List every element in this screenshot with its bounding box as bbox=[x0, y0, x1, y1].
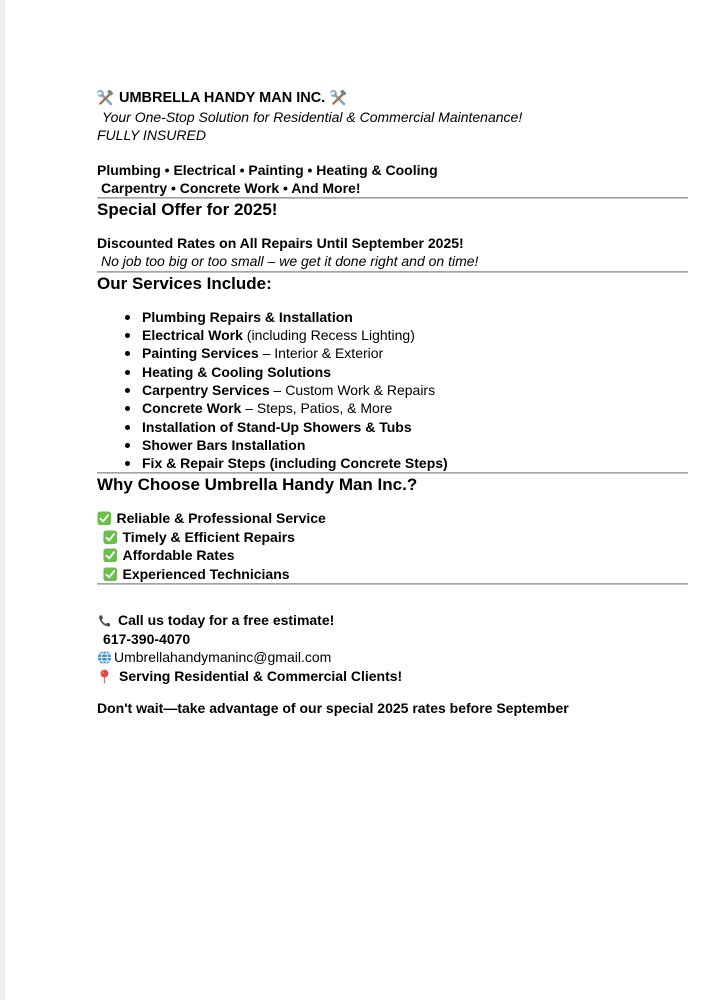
services-tagline bbox=[97, 161, 688, 198]
service-bold-text: Plumbing Repairs & Installation bbox=[142, 308, 353, 325]
service-bold-text: Heating & Cooling Solutions bbox=[142, 363, 331, 380]
hammer-wrench-icon bbox=[97, 90, 114, 107]
call-line bbox=[97, 611, 688, 630]
hammer-wrench-icon bbox=[330, 90, 347, 107]
flyer-content bbox=[97, 0, 688, 718]
benefit-text: Timely & Efficient Repairs bbox=[122, 528, 295, 545]
why-choose-heading: Why Choose Umbrella Handy Man Inc.? bbox=[97, 475, 418, 495]
service-bold-text: Installation of Stand-Up Showers & Tubs bbox=[142, 418, 412, 435]
special-offer-heading: Special Offer for 2025! bbox=[97, 200, 278, 220]
benefit-item bbox=[97, 509, 688, 528]
serving-line bbox=[97, 667, 688, 686]
service-item bbox=[142, 381, 688, 399]
service-item bbox=[142, 418, 688, 436]
phone-number: 617-390-4070 bbox=[103, 630, 191, 647]
offer-slogan: No job too big or too small – we get it done right and on time! bbox=[101, 253, 479, 270]
service-bold-text: Electrical Work bbox=[142, 327, 243, 344]
service-bold-text: Shower Bars Installation bbox=[142, 436, 306, 453]
call-text: Call us today for a free estimate! bbox=[118, 612, 335, 629]
telephone-receiver-icon bbox=[97, 613, 112, 628]
email-text: Umbrellahandymaninc@gmail.com bbox=[114, 649, 332, 666]
check-mark-icon bbox=[103, 548, 118, 563]
pushpin-icon bbox=[97, 669, 112, 684]
company-title-line bbox=[97, 89, 688, 108]
service-bold-text: Fix & Repair Steps (including Concrete Steps) bbox=[142, 455, 448, 472]
contact-section bbox=[97, 611, 688, 685]
service-item bbox=[142, 344, 688, 362]
benefits-list bbox=[97, 509, 688, 583]
services-heading: Our Services Include: bbox=[97, 273, 272, 293]
service-rest-text: – Steps, Patios, & More bbox=[241, 400, 393, 417]
service-rest-text: (including Recess Lighting) bbox=[242, 327, 415, 344]
company-title: UMBRELLA HANDY MAN INC. bbox=[119, 90, 326, 107]
fully-insured-note: FULLY INSURED bbox=[97, 127, 206, 144]
discount-line: Discounted Rates on All Repairs Until September 2025! bbox=[97, 235, 464, 252]
service-item bbox=[142, 308, 688, 326]
service-item bbox=[142, 326, 688, 344]
check-mark-icon bbox=[97, 511, 112, 526]
service-item bbox=[142, 399, 688, 417]
benefit-text: Experienced Technicians bbox=[122, 565, 290, 582]
benefit-item bbox=[103, 565, 688, 584]
divider bbox=[97, 583, 688, 585]
benefit-text: Reliable & Professional Service bbox=[116, 510, 326, 527]
service-bold-text: Carpentry Services bbox=[142, 381, 270, 398]
tagline-line-2: Carpentry • Concrete Work • And More! bbox=[101, 179, 361, 196]
page-edge-strip bbox=[0, 0, 5, 1000]
service-item bbox=[142, 436, 688, 454]
tagline-line-1: Plumbing • Electrical • Painting • Heating & Cooling bbox=[97, 161, 438, 178]
service-rest-text: – Custom Work & Repairs bbox=[269, 381, 436, 398]
service-item bbox=[142, 454, 688, 472]
service-item bbox=[142, 363, 688, 381]
service-bold-text: Painting Services bbox=[142, 345, 259, 362]
globe-icon bbox=[97, 650, 112, 665]
benefit-item bbox=[103, 546, 688, 565]
company-subtitle: Your One-Stop Solution for Residential & Commercial Maintenance! bbox=[102, 109, 523, 125]
check-mark-icon bbox=[103, 530, 118, 545]
serving-text: Serving Residential & Commercial Clients! bbox=[119, 667, 403, 684]
services-list bbox=[97, 308, 688, 473]
benefit-text: Affordable Rates bbox=[122, 547, 235, 564]
service-rest-text: – Interior & Exterior bbox=[258, 345, 384, 362]
closing-line: Don't wait—take advantage of our special 2025 rates before September bbox=[97, 700, 569, 717]
service-bold-text: Concrete Work bbox=[142, 400, 242, 417]
check-mark-icon bbox=[103, 567, 118, 582]
benefit-item bbox=[103, 528, 688, 547]
email-line bbox=[97, 648, 688, 667]
